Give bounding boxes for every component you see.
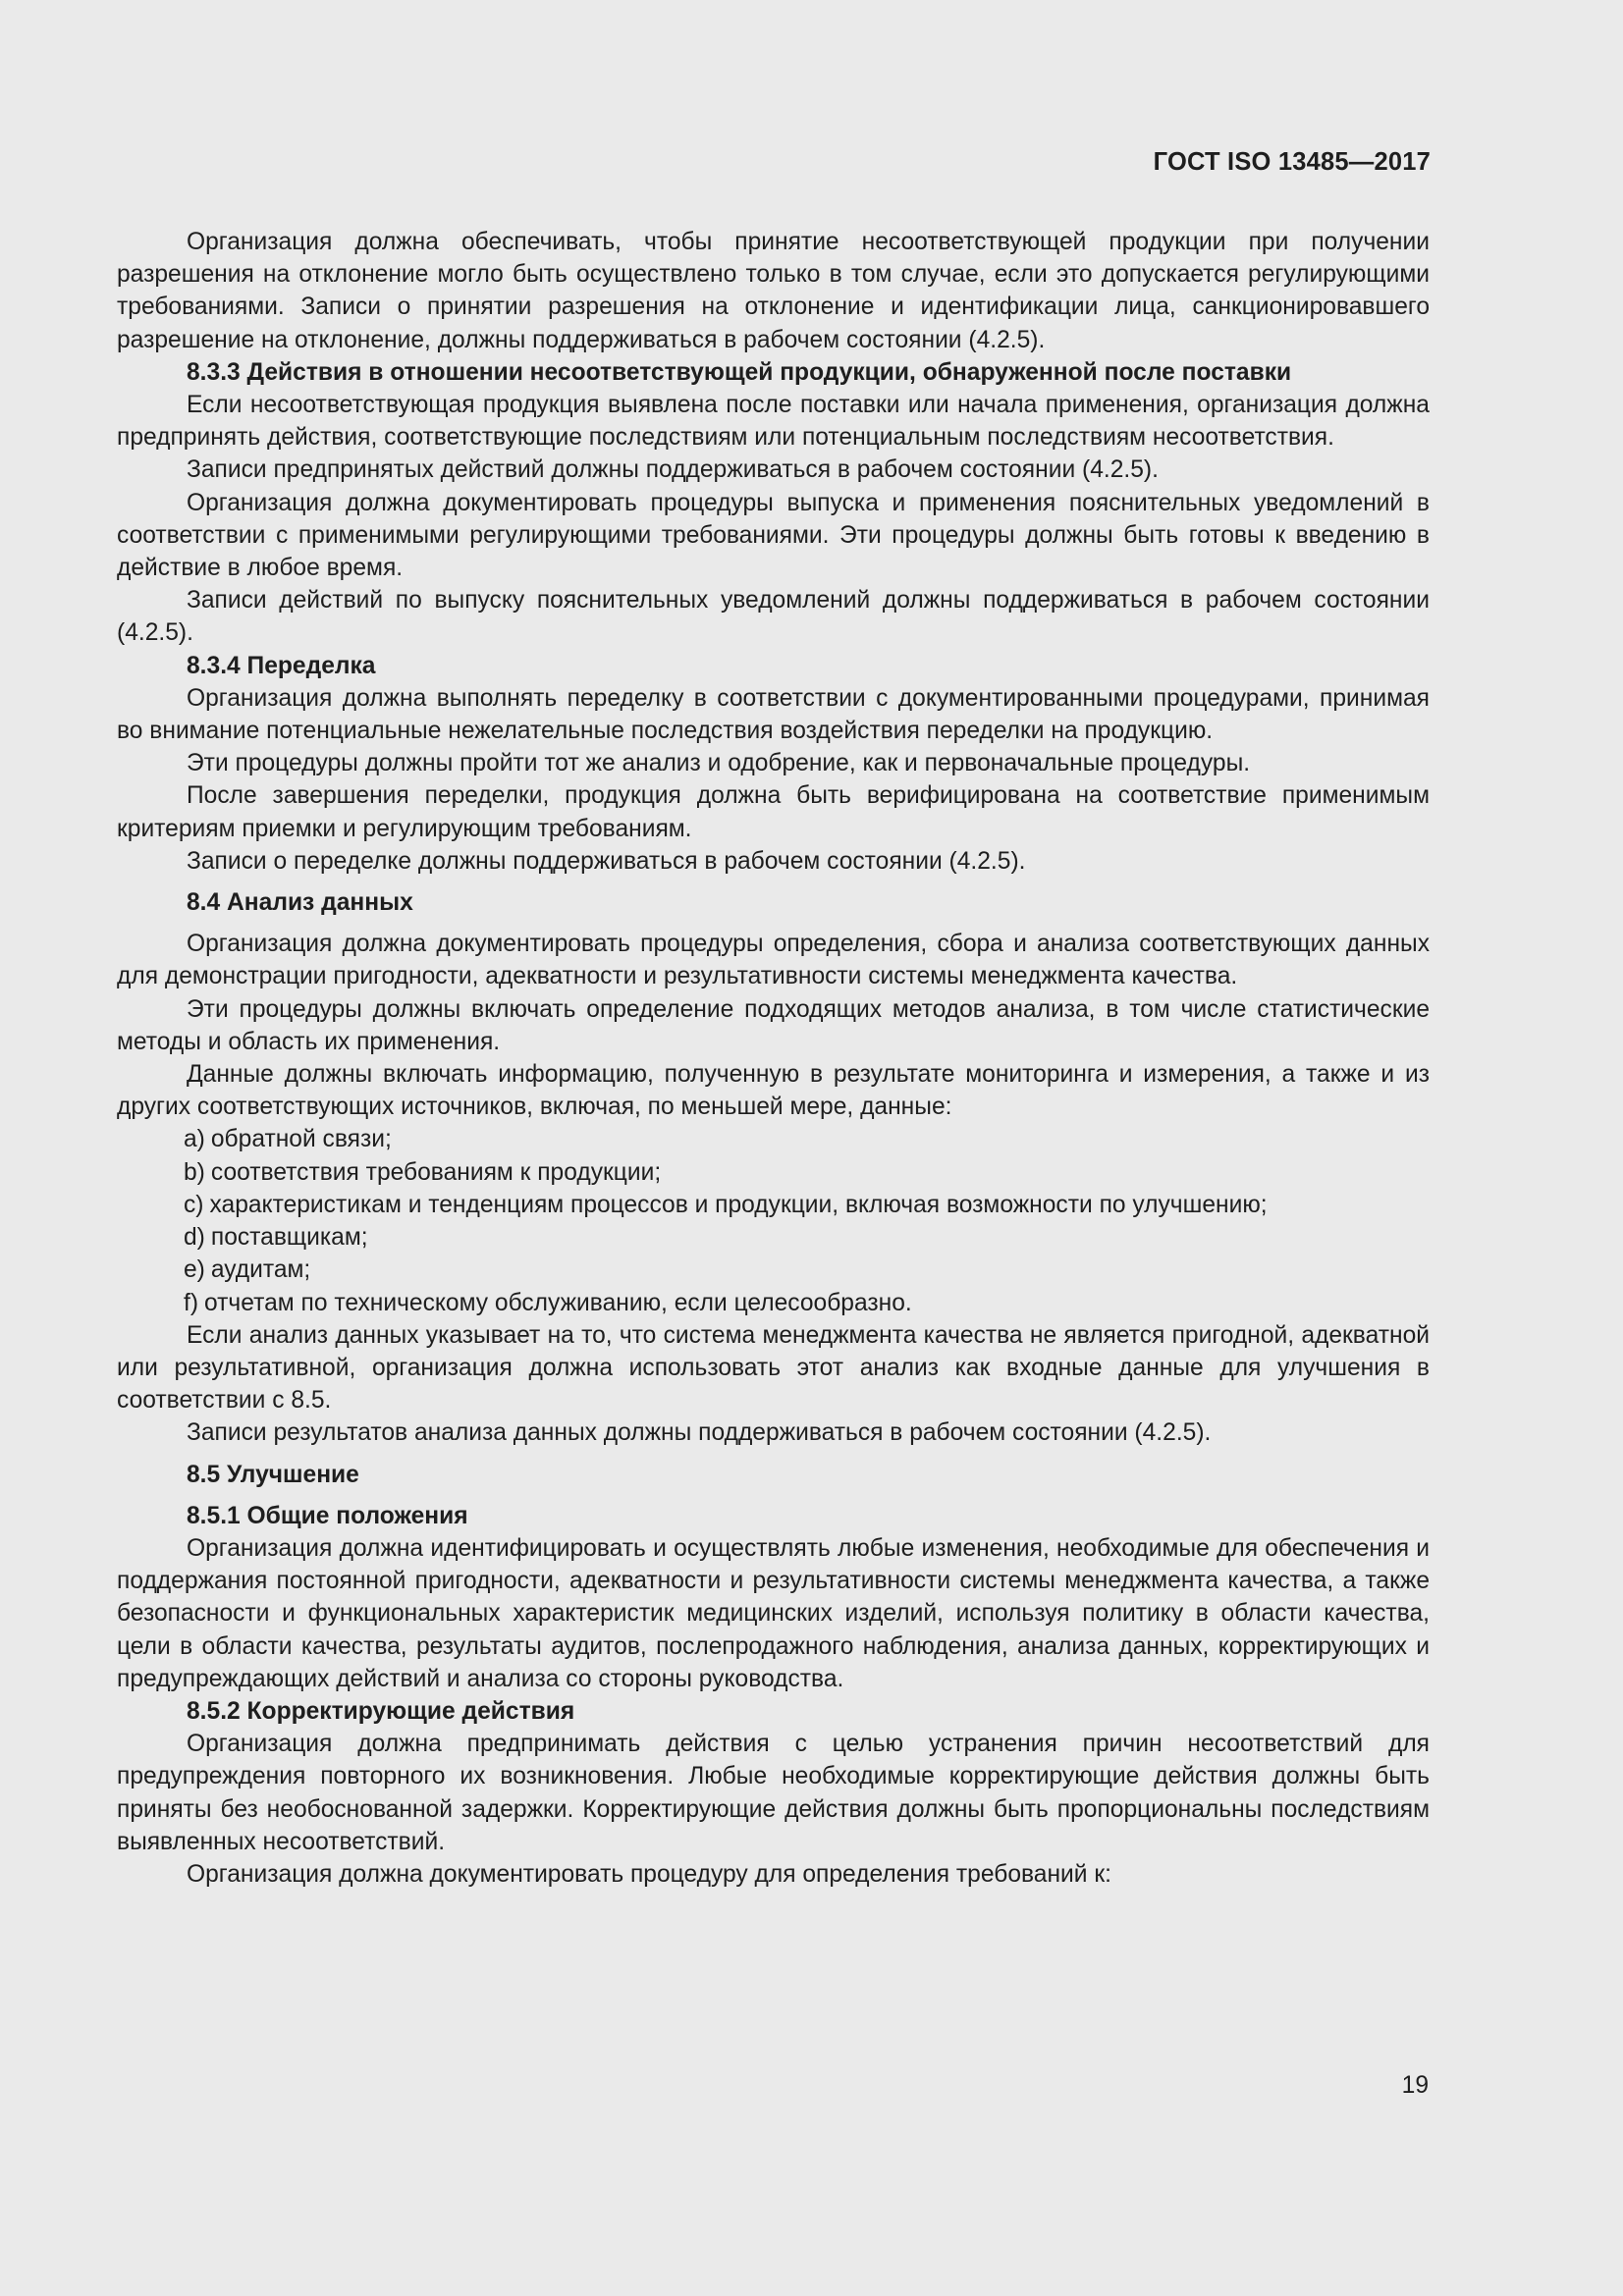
page-number: 19 <box>1401 2072 1429 2099</box>
paragraph: Организация должна документировать процедуры определения, сбора и анализа соответствующих данных для демонстрации пригодности, адекватности и результативности системы менеджмента качества. <box>117 931 1430 990</box>
list-marker: f) <box>184 1289 199 1316</box>
list-item-text: аудитам; <box>210 1256 311 1284</box>
list-item <box>117 1123 1430 1155</box>
paragraph: Записи действий по выпуску пояснительных уведомлений должны поддерживаться в рабочем состоянии (4.2.5). <box>117 587 1430 647</box>
paragraph: Эти процедуры должны пройти тот же анализ и одобрение, как и первоначальные процедуры. <box>187 750 1251 777</box>
section-heading: 8.5 Улучшение <box>187 1461 359 1488</box>
section-heading: 8.5.2 Корректирующие действия <box>187 1697 575 1725</box>
paragraph: Организация должна идентифицировать и осуществлять любые изменения, необходимые для обеспечения и поддержания постоянной пригодности, адекватности и результативности системы менеджмента качества, а также безопасности и функциональных характеристик медицинских изделий, используя политику в области качества, цели в области качества, результаты аудитов, послепродажного наблюдения, анализа данных, корректирующих и предупреждающих действий и анализа со стороны руководства. <box>117 1534 1430 1692</box>
paragraph: Организация должна предпринимать действия с целью устранения причин несоответствий для предупреждения повторного их возникновения. Любые необходимые корректирующие действия должны быть приняты без необоснованной задержки. Корректирующие действия должны быть пропорциональны последствиям выявленных несоответствий. <box>117 1731 1430 1855</box>
list-item-text: поставщикам; <box>210 1224 368 1252</box>
paragraph: Данные должны включать информацию, полученную в результате мониторинга и измерения, а также и из других соответствующих источников, включая, по меньшей мере, данные: <box>117 1061 1430 1121</box>
list-item <box>117 1287 1430 1319</box>
list-item <box>117 1221 1430 1254</box>
paragraph: Если несоответствующая продукция выявлена после поставки или начала применения, организация должна предпринять действия, соответствующие последствиям или потенциальным последствиям несоответствия. <box>117 392 1430 452</box>
list-item <box>117 1156 1430 1189</box>
list-marker: b) <box>184 1158 205 1186</box>
section-heading: 8.4 Анализ данных <box>187 889 413 917</box>
list-item <box>117 1189 1430 1221</box>
list-marker: d) <box>184 1224 205 1252</box>
paragraph: Организация должна обеспечивать, чтобы принятие несоответствующей продукции при получении разрешения на отклонение могло быть осуществлено только в том случае, если это допускается регулирующими требованиями. Записи о принятии разрешения на отклонение и идентификации лица, санкционировавшего разрешение на отклонение, должны поддерживаться в рабочем состоянии (4.2.5). <box>117 229 1430 353</box>
paragraph: Записи предпринятых действий должны поддерживаться в рабочем состоянии (4.2.5). <box>187 456 1159 484</box>
section-heading: 8.5.1 Общие положения <box>187 1502 468 1529</box>
list-marker: c) <box>184 1191 204 1218</box>
paragraph: Организация должна документировать процедуры выпуска и применения пояснительных уведомлений в соответствии с применимыми регулирующими требованиями. Эти процедуры должны быть готовы к введению в действие в любое время. <box>117 489 1430 582</box>
list-item-text: характеристикам и тенденциям процессов и продукции, включая возможности по улучшению; <box>209 1191 1268 1218</box>
paragraph: Организация должна документировать процедуру для определения требований к: <box>187 1860 1111 1888</box>
document-header: ГОСТ ISO 13485—2017 <box>1153 148 1431 176</box>
section-heading: 8.3.3 Действия в отношении несоответствующей продукции, обнаруженной после поставки <box>187 358 1292 386</box>
list-marker: e) <box>184 1256 205 1284</box>
paragraph: Записи результатов анализа данных должны поддерживаться в рабочем состоянии (4.2.5). <box>187 1419 1212 1447</box>
paragraph: Записи о переделке должны поддерживаться в рабочем состоянии (4.2.5). <box>187 847 1026 875</box>
list-item-text: обратной связи; <box>210 1126 392 1153</box>
list-item-text: соответствия требованиям к продукции; <box>210 1158 662 1186</box>
document-body <box>117 226 1430 1891</box>
list-item-text: отчетам по техническому обслуживанию, если целесообразно. <box>204 1289 912 1316</box>
list-marker: a) <box>184 1126 205 1153</box>
list-item <box>117 1254 1430 1286</box>
paragraph: Организация должна выполнять переделку в соответствии с документированными процедурами, принимая во внимание потенциальные нежелательные последствия воздействия переделки на продукцию. <box>117 684 1430 745</box>
paragraph: Эти процедуры должны включать определение подходящих методов анализа, в том числе статистические методы и область их применения. <box>117 995 1430 1055</box>
section-heading: 8.3.4 Переделка <box>187 652 376 679</box>
paragraph: Если анализ данных указывает на то, что система менеджмента качества не является пригодной, адекватной или результативной, организация должна использовать этот анализ как входные данные для улучшения в соответствии с 8.5. <box>117 1321 1430 1415</box>
paragraph: После завершения переделки, продукция должна быть верифицирована на соответствие применимым критериям приемки и регулирующим требованиям. <box>117 782 1430 842</box>
